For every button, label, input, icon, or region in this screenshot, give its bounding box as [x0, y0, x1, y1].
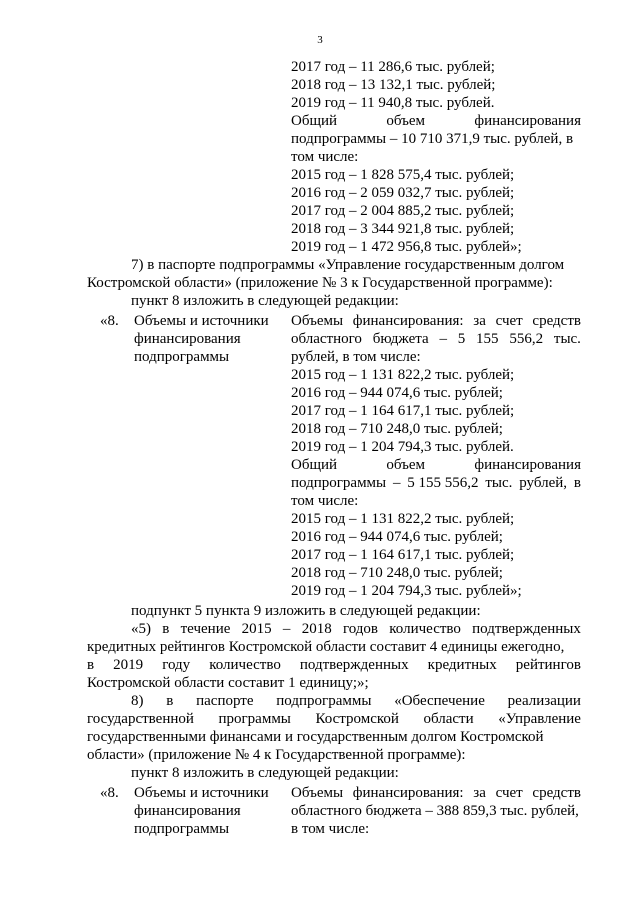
table-label: финансирования: [134, 331, 241, 347]
table-value-line: областного бюджета – 5 155 556,2 тыс.: [291, 331, 581, 347]
table-value-line: Объемы финансирования: за счет средств: [291, 313, 581, 329]
year-line: 2016 год – 944 074,6 тыс. рублей;: [291, 385, 503, 401]
year-line: 2017 год – 11 286,6 тыс. рублей;: [291, 59, 495, 75]
paragraph-line: Костромской области составит 1 единицу;»;: [87, 675, 369, 691]
year-line: 2017 год – 2 004 885,2 тыс. рублей;: [291, 203, 515, 219]
total-financing-line: том числе:: [291, 149, 359, 165]
paragraph-line: 7) в паспорте подпрограммы «Управление государственным долгом: [131, 257, 565, 273]
year-line: 2019 год – 11 940,8 тыс. рублей.: [291, 95, 495, 111]
table-label: подпрограммы: [134, 821, 230, 837]
table-label: Объемы и источники: [134, 313, 269, 329]
year-line: 2019 год – 1 472 956,8 тыс. рублей»;: [291, 239, 522, 255]
year-line: 2016 год – 944 074,6 тыс. рублей;: [291, 529, 503, 545]
paragraph-line: Костромской области» (приложение № 3 к Государственной программе):: [87, 275, 553, 291]
total-financing-line: том числе:: [291, 493, 359, 509]
paragraph-line: в 2019 году количество подтвержденных кредитных рейтингов: [87, 657, 581, 673]
paragraph-line: пункт 8 изложить в следующей редакции:: [131, 765, 399, 781]
year-line: 2018 год – 3 344 921,8 тыс. рублей;: [291, 221, 515, 237]
paragraph-line: 8) в паспорте подпрограммы «Обеспечение реализации: [131, 693, 581, 709]
year-line: 2017 год – 1 164 617,1 тыс. рублей;: [291, 547, 515, 563]
page-number: 3: [317, 34, 323, 46]
year-line: 2015 год – 1 131 822,2 тыс. рублей;: [291, 511, 515, 527]
year-line: 2019 год – 1 204 794,3 тыс. рублей»;: [291, 583, 522, 599]
table-label: финансирования: [134, 803, 241, 819]
total-financing-line: Общий объем финансирования: [291, 457, 581, 473]
year-line: 2015 год – 1 828 575,4 тыс. рублей;: [291, 167, 515, 183]
year-line: 2018 год – 13 132,1 тыс. рублей;: [291, 77, 496, 93]
paragraph-line: «5) в течение 2015 – 2018 годов количество подтвержденных: [131, 621, 581, 637]
paragraph-line: области» (приложение № 4 к Государственной программе):: [87, 747, 466, 763]
paragraph-line: государственными финансами и государственным долгом Костромской: [87, 729, 544, 745]
paragraph-line: государственной программы Костромской области «Управление: [87, 711, 581, 727]
paragraph-line: пункт 8 изложить в следующей редакции:: [131, 293, 399, 309]
year-line: 2018 год – 710 248,0 тыс. рублей;: [291, 421, 503, 437]
year-line: 2019 год – 1 204 794,3 тыс. рублей.: [291, 439, 514, 455]
total-financing-line: подпрограммы – 10 710 371,9 тыс. рублей, в: [291, 131, 574, 147]
table-label: подпрограммы: [134, 349, 230, 365]
table-value-line: в том числе:: [291, 821, 370, 837]
paragraph-line: подпункт 5 пункта 9 изложить в следующей редакции:: [131, 603, 481, 619]
year-line: 2018 год – 710 248,0 тыс. рублей;: [291, 565, 503, 581]
total-financing-line: Общий объем финансирования: [291, 113, 581, 129]
table-row-number: «8.: [100, 313, 119, 329]
year-line: 2016 год – 2 059 032,7 тыс. рублей;: [291, 185, 515, 201]
table-row-number: «8.: [100, 785, 119, 801]
table-value-line: рублей, в том числе:: [291, 349, 421, 365]
table-value-line: Объемы финансирования: за счет средств: [291, 785, 581, 801]
paragraph-line: кредитных рейтингов Костромской области составит 4 единицы ежегодно,: [87, 639, 565, 655]
year-line: 2017 год – 1 164 617,1 тыс. рублей;: [291, 403, 515, 419]
year-line: 2015 год – 1 131 822,2 тыс. рублей;: [291, 367, 515, 383]
total-financing-line: подпрограммы – 5 155 556,2 тыс. рублей, в: [291, 475, 581, 491]
table-value-line: областного бюджета – 388 859,3 тыс. рублей,: [291, 803, 579, 819]
table-label: Объемы и источники: [134, 785, 269, 801]
